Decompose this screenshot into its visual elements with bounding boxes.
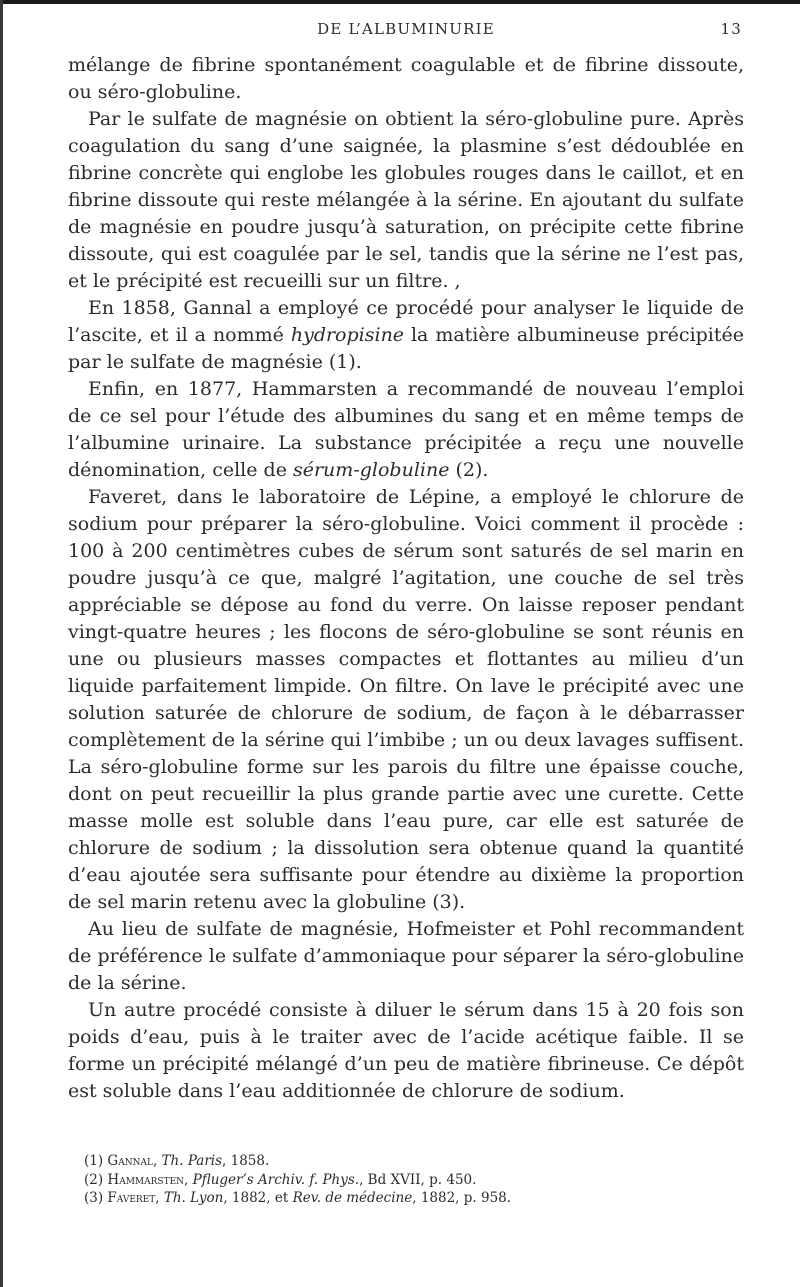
footnote-3	[84, 1189, 744, 1208]
footnote-details: , 1858.	[222, 1153, 270, 1169]
page-number: 13	[720, 20, 742, 38]
footnote-details: , Bd XVII, p. 450.	[359, 1171, 477, 1188]
footnote-number: (2)	[84, 1171, 104, 1188]
paragraph-6: Au lieu de sulfate de magnésie, Hofmeister et Pohl recommandent de préférence le sulfate d’ammoniaque pour séparer la séro-globuline de la sérine.	[68, 918, 744, 994]
paragraph-1: mélange de fibrine spontanément coagulable et de fibrine dissoute, ou séro-globuline.	[68, 54, 744, 103]
paragraph-4-text-a: Enfin, en 1877, Hammarsten a recommandé de nouveau l’emploi de ce sel pour l’étude des albumines du sang et en même temps de l’albumine urinaire. La substance précipitée a reçu une nouvelle dénomination, celle de	[68, 378, 744, 481]
paragraph-3-text-b: la matière albumineuse précipitée par le sulfate de magnésie (1).	[68, 324, 745, 373]
footnote-number: (1)	[84, 1153, 104, 1169]
footnote-separator: ,	[155, 1190, 164, 1206]
footnote-author: Hammarsten	[107, 1171, 185, 1188]
footnote-separator: ,	[152, 1153, 162, 1169]
footnote-author: Gannal	[107, 1153, 153, 1169]
paragraph-4	[68, 376, 744, 484]
footnote-2	[84, 1171, 744, 1190]
paragraph-5: Faveret, dans le laboratoire de Lépine, a employé le chlorure de sodium pour préparer la séro-globuline. Voici comment il procède : 100 à 200 centimètres cubes de sérum sont saturés de sel marin en poudre jusqu’à ce que, malgré l’agitation, une couche de sel très appréciable se dépose au fond du verre. On laisse reposer pendant vingt-quatre heures ; les flocons de séro-globuline se sont réunis en une ou plusieurs masses compactes et flottantes au milieu d’un liquide parfaitement limpide. On filtre. On lave le précipité avec une solution saturée de chlorure de sodium, de façon à le débarrasser complètement de la sérine qui l’imbibe ; un ou deux lavages suffisent. La séro-globuline forme sur les parois du filtre une épaisse couche, dont on peut recueillir la plus grande partie avec une curette. Cette masse molle est soluble dans l’eau pure, car elle est saturée de chlorure de sodium ; la dissolution sera obtenue quand la quantité d’eau ajoutée sera suffisante pour étendre au dixième la proportion de sel marin retenu avec la globuline (3).	[68, 486, 744, 913]
footnote-details: , 1882, et	[223, 1190, 293, 1206]
footnote-source: Pfluger’s Archiv. f. Phys.	[192, 1171, 360, 1188]
scan-edge-left	[0, 0, 3, 1287]
scan-edge-top	[0, 0, 800, 4]
footnote-1	[84, 1152, 744, 1171]
body-text	[68, 52, 744, 1105]
footnote-number: (3)	[84, 1190, 104, 1206]
footnote-separator: ,	[184, 1171, 193, 1188]
page-header	[70, 20, 742, 44]
footnote-source-2: Rev. de médecine	[292, 1190, 413, 1206]
footnotes	[84, 1152, 744, 1208]
term-serum-globuline: sérum-globuline	[292, 459, 450, 481]
paragraph-3	[68, 295, 744, 376]
term-hydropisine: hydropisine	[290, 324, 405, 346]
footnote-author: Faveret	[107, 1190, 156, 1206]
paragraph-7: Un autre procédé consiste à diluer le sérum dans 15 à 20 fois son poids d’eau, puis à le traiter avec de l’acide acétique faible. Il se forme un précipité mélangé d’un peu de matière fibrineuse. Ce dépôt est soluble dans l’eau additionnée de chlorure de sodium.	[68, 999, 744, 1102]
running-title: DE L’ALBUMINURIE	[317, 20, 495, 38]
footnote-details-2: , 1882, p. 958.	[412, 1190, 512, 1206]
paragraph-4-text-b: (2).	[449, 459, 489, 481]
paragraph-2: Par le sulfate de magnésie on obtient la séro-globuline pure. Après coagulation du sang d’une saignée, la plasmine s’est dédoublée en fibrine concrète qui englobe les globules rouges dans le caillot, et en fibrine dissoute qui reste mélangée à la sérine. En ajoutant du sulfate de magnésie en poudre jusqu’à saturation, on précipite cette fibrine dissoute, qui est coagulée par le sel, tandis que la sérine ne l’est pas, et le précipité est recueilli sur un filtre. ,	[68, 108, 744, 292]
paragraph-3-text-a: En 1858, Gannal a employé ce procédé pour analyser le liquide de l’ascite, et il a nommé	[68, 297, 744, 346]
footnote-source: Th. Lyon	[163, 1190, 224, 1206]
footnote-source: Th. Paris	[161, 1153, 223, 1169]
